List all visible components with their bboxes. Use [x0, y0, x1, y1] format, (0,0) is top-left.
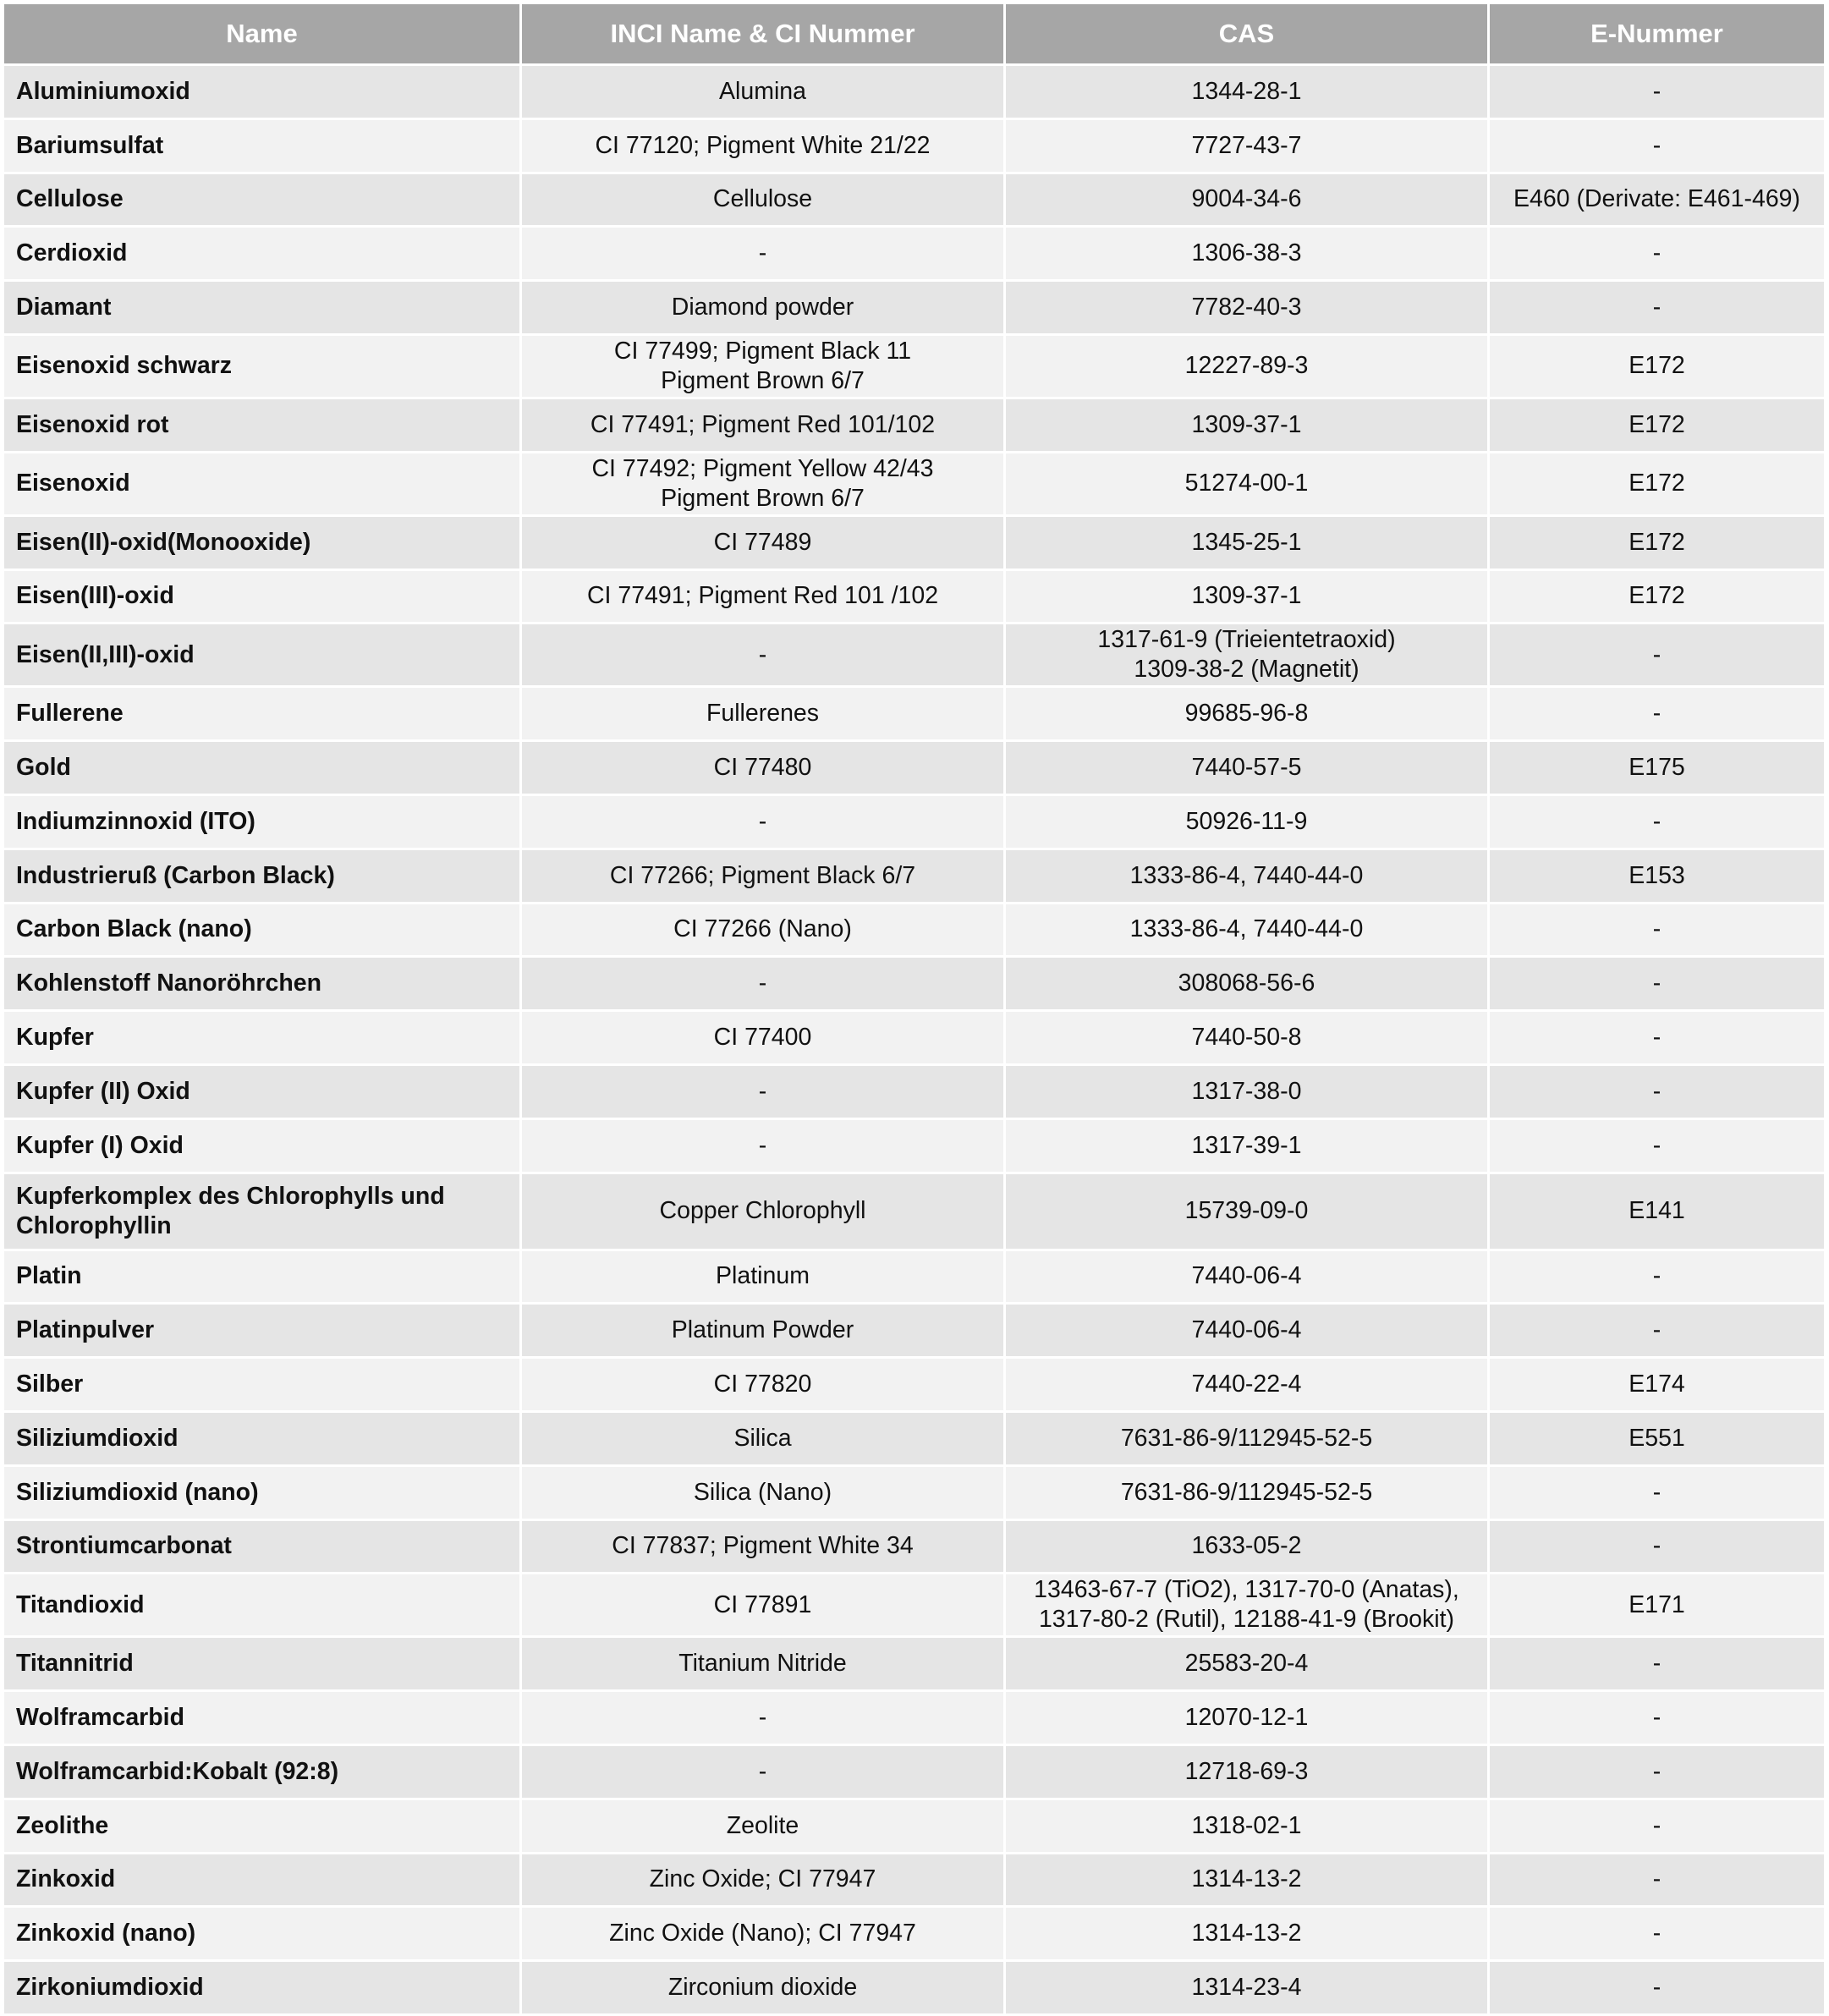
cell-cas: 1633-05-2 [1005, 1519, 1489, 1574]
cell-inci: Diamond powder [521, 281, 1005, 335]
table-row [3, 173, 1826, 227]
cell-cas: 7631-86-9/112945-52-5 [1005, 1465, 1489, 1519]
cell-name: Kohlenstoff Nanoröhrchen [3, 957, 521, 1011]
table-row [3, 281, 1826, 335]
cell-cas: 7727-43-7 [1005, 118, 1489, 173]
cell-e-number: - [1489, 1637, 1826, 1691]
cell-cas: 1317-61-9 (Trieientetraoxid) 1309-38-2 (Magnetit) [1005, 623, 1489, 687]
cell-name: Eisenoxid [3, 452, 521, 515]
cell-name: Titandioxid [3, 1574, 521, 1637]
cell-name: Platin [3, 1250, 521, 1304]
cell-inci: Silica [521, 1411, 1005, 1465]
cell-inci: CI 77499; Pigment Black 11 Pigment Brown 6/7 [521, 334, 1005, 398]
column-header-name: Name [3, 3, 521, 65]
cell-name: Bariumsulfat [3, 118, 521, 173]
table-row [3, 794, 1826, 849]
cell-inci: Fullerenes [521, 687, 1005, 741]
table-row [3, 1637, 1826, 1691]
cell-cas: 1344-28-1 [1005, 65, 1489, 119]
cell-cas: 13463-67-7 (TiO2), 1317-70-0 (Anatas), 1317-80-2 (Rutil), 12188-41-9 (Brookit) [1005, 1574, 1489, 1637]
cell-name: Fullerene [3, 687, 521, 741]
cell-cas: 1317-38-0 [1005, 1064, 1489, 1118]
table-row [3, 1691, 1826, 1745]
table-row [3, 334, 1826, 398]
cell-inci: CI 77480 [521, 741, 1005, 795]
cell-name: Kupfer [3, 1011, 521, 1065]
cell-name: Eisenoxid schwarz [3, 334, 521, 398]
cell-inci: - [521, 1118, 1005, 1173]
cell-inci: Titanium Nitride [521, 1637, 1005, 1691]
table-row [3, 1907, 1826, 1961]
cell-cas: 1314-13-2 [1005, 1907, 1489, 1961]
cell-name: Carbon Black (nano) [3, 903, 521, 957]
cell-inci: - [521, 1744, 1005, 1799]
cell-e-number: - [1489, 1250, 1826, 1304]
table-row [3, 1961, 1826, 2015]
table-row [3, 227, 1826, 281]
cell-name: Kupfer (I) Oxid [3, 1118, 521, 1173]
cell-name: Kupfer (II) Oxid [3, 1064, 521, 1118]
cell-inci: CI 77266 (Nano) [521, 903, 1005, 957]
cell-cas: 1306-38-3 [1005, 227, 1489, 281]
cell-e-number: E153 [1489, 849, 1826, 903]
cell-name: Eisen(II,III)-oxid [3, 623, 521, 687]
table-row [3, 1304, 1826, 1358]
cell-inci: Silica (Nano) [521, 1465, 1005, 1519]
cell-name: Eisen(II)-oxid(Monooxide) [3, 515, 521, 569]
table-row [3, 1853, 1826, 1907]
cell-inci: Copper Chlorophyll [521, 1173, 1005, 1250]
cell-cas: 1317-39-1 [1005, 1118, 1489, 1173]
cell-e-number: - [1489, 281, 1826, 335]
cell-cas: 7440-57-5 [1005, 741, 1489, 795]
cell-inci: Zinc Oxide (Nano); CI 77947 [521, 1907, 1005, 1961]
cell-cas: 1314-23-4 [1005, 1961, 1489, 2015]
cell-inci: - [521, 227, 1005, 281]
cell-cas: 15739-09-0 [1005, 1173, 1489, 1250]
cell-name: Strontiumcarbonat [3, 1519, 521, 1574]
cell-inci: Zirconium dioxide [521, 1961, 1005, 2015]
table-row [3, 1574, 1826, 1637]
cell-inci: Alumina [521, 65, 1005, 119]
cell-cas: 51274-00-1 [1005, 452, 1489, 515]
cell-inci: CI 77837; Pigment White 34 [521, 1519, 1005, 1574]
cell-name: Cerdioxid [3, 227, 521, 281]
cell-cas: 25583-20-4 [1005, 1637, 1489, 1691]
cell-cas: 1314-13-2 [1005, 1853, 1489, 1907]
cell-e-number: - [1489, 118, 1826, 173]
cell-e-number: E175 [1489, 741, 1826, 795]
table-body [3, 65, 1826, 2015]
cell-name: Siliziumdioxid (nano) [3, 1465, 521, 1519]
cell-cas: 1345-25-1 [1005, 515, 1489, 569]
cell-e-number: - [1489, 1064, 1826, 1118]
cell-name: Zirkoniumdioxid [3, 1961, 521, 2015]
cell-cas: 7440-06-4 [1005, 1250, 1489, 1304]
table-row [3, 1064, 1826, 1118]
cell-e-number: - [1489, 1304, 1826, 1358]
cell-cas: 1333-86-4, 7440-44-0 [1005, 903, 1489, 957]
cell-inci: CI 77491; Pigment Red 101 /102 [521, 569, 1005, 623]
table-row [3, 65, 1826, 119]
column-header-cas: CAS [1005, 3, 1489, 65]
cell-inci: CI 77491; Pigment Red 101/102 [521, 398, 1005, 452]
cell-name: Silber [3, 1358, 521, 1412]
column-header-inci: INCI Name & CI Nummer [521, 3, 1005, 65]
cell-name: Industrieruß (Carbon Black) [3, 849, 521, 903]
cell-e-number: - [1489, 227, 1826, 281]
cell-cas: 1309-37-1 [1005, 569, 1489, 623]
table-row [3, 687, 1826, 741]
cell-inci: Zinc Oxide; CI 77947 [521, 1853, 1005, 1907]
cell-e-number: - [1489, 623, 1826, 687]
cell-cas: 1309-37-1 [1005, 398, 1489, 452]
cell-cas: 308068-56-6 [1005, 957, 1489, 1011]
table-row [3, 1118, 1826, 1173]
cell-name: Zinkoxid (nano) [3, 1907, 521, 1961]
cell-name: Gold [3, 741, 521, 795]
table-row [3, 849, 1826, 903]
cell-inci: Zeolite [521, 1799, 1005, 1853]
cell-e-number: - [1489, 1118, 1826, 1173]
cell-e-number: - [1489, 687, 1826, 741]
cell-e-number: E172 [1489, 398, 1826, 452]
cell-e-number: E460 (Derivate: E461-469) [1489, 173, 1826, 227]
cell-cas: 7440-22-4 [1005, 1358, 1489, 1412]
cell-e-number: - [1489, 1691, 1826, 1745]
table-row [3, 1799, 1826, 1853]
substance-table [2, 2, 1826, 2016]
cell-inci: - [521, 623, 1005, 687]
cell-e-number: E551 [1489, 1411, 1826, 1465]
cell-name: Indiumzinnoxid (ITO) [3, 794, 521, 849]
table-row [3, 741, 1826, 795]
cell-cas: 9004-34-6 [1005, 173, 1489, 227]
cell-name: Siliziumdioxid [3, 1411, 521, 1465]
table-header [3, 3, 1826, 65]
table-row [3, 1358, 1826, 1412]
cell-e-number: - [1489, 1907, 1826, 1961]
cell-name: Cellulose [3, 173, 521, 227]
cell-name: Platinpulver [3, 1304, 521, 1358]
cell-e-number: E171 [1489, 1574, 1826, 1637]
cell-cas: 7440-50-8 [1005, 1011, 1489, 1065]
cell-e-number: E172 [1489, 452, 1826, 515]
cell-inci: CI 77489 [521, 515, 1005, 569]
cell-e-number: E141 [1489, 1173, 1826, 1250]
cell-inci: - [521, 794, 1005, 849]
table-row [3, 903, 1826, 957]
cell-name: Eisenoxid rot [3, 398, 521, 452]
cell-name: Eisen(III)-oxid [3, 569, 521, 623]
table-row [3, 452, 1826, 515]
cell-e-number: - [1489, 1799, 1826, 1853]
cell-inci: CI 77400 [521, 1011, 1005, 1065]
cell-name: Zeolithe [3, 1799, 521, 1853]
table-row [3, 398, 1826, 452]
cell-e-number: E174 [1489, 1358, 1826, 1412]
cell-e-number: - [1489, 1744, 1826, 1799]
cell-name: Diamant [3, 281, 521, 335]
table-row [3, 1744, 1826, 1799]
cell-e-number: - [1489, 1011, 1826, 1065]
cell-cas: 99685-96-8 [1005, 687, 1489, 741]
cell-cas: 7440-06-4 [1005, 1304, 1489, 1358]
cell-cas: 12227-89-3 [1005, 334, 1489, 398]
cell-inci: CI 77266; Pigment Black 6/7 [521, 849, 1005, 903]
cell-inci: Platinum [521, 1250, 1005, 1304]
cell-cas: 7631-86-9/112945-52-5 [1005, 1411, 1489, 1465]
cell-cas: 12718-69-3 [1005, 1744, 1489, 1799]
table-row [3, 515, 1826, 569]
table-row [3, 1173, 1826, 1250]
cell-inci: CI 77492; Pigment Yellow 42/43 Pigment Brown 6/7 [521, 452, 1005, 515]
cell-cas: 12070-12-1 [1005, 1691, 1489, 1745]
table-row [3, 1465, 1826, 1519]
cell-cas: 7782-40-3 [1005, 281, 1489, 335]
cell-name: Titannitrid [3, 1637, 521, 1691]
cell-inci: Cellulose [521, 173, 1005, 227]
table-row [3, 1519, 1826, 1574]
table-row [3, 118, 1826, 173]
cell-name: Zinkoxid [3, 1853, 521, 1907]
cell-e-number: - [1489, 1519, 1826, 1574]
table-row [3, 1011, 1826, 1065]
cell-inci: - [521, 957, 1005, 1011]
cell-name: Wolframcarbid [3, 1691, 521, 1745]
cell-inci: CI 77820 [521, 1358, 1005, 1412]
table-row [3, 1411, 1826, 1465]
table-row [3, 623, 1826, 687]
header-row [3, 3, 1826, 65]
cell-name: Aluminiumoxid [3, 65, 521, 119]
cell-inci: - [521, 1691, 1005, 1745]
column-header-e-number: E-Nummer [1489, 3, 1826, 65]
cell-e-number: E172 [1489, 569, 1826, 623]
table-row [3, 1250, 1826, 1304]
cell-e-number: E172 [1489, 334, 1826, 398]
cell-cas: 50926-11-9 [1005, 794, 1489, 849]
cell-e-number: - [1489, 1465, 1826, 1519]
cell-inci: Platinum Powder [521, 1304, 1005, 1358]
cell-e-number: - [1489, 1961, 1826, 2015]
cell-e-number: E172 [1489, 515, 1826, 569]
cell-e-number: - [1489, 65, 1826, 119]
cell-e-number: - [1489, 1853, 1826, 1907]
cell-name: Wolframcarbid:Kobalt (92:8) [3, 1744, 521, 1799]
cell-e-number: - [1489, 957, 1826, 1011]
cell-e-number: - [1489, 794, 1826, 849]
cell-inci: CI 77891 [521, 1574, 1005, 1637]
cell-name: Kupferkomplex des Chlorophylls und Chlorophyllin [3, 1173, 521, 1250]
cell-inci: - [521, 1064, 1005, 1118]
cell-cas: 1333-86-4, 7440-44-0 [1005, 849, 1489, 903]
cell-inci: CI 77120; Pigment White 21/22 [521, 118, 1005, 173]
cell-e-number: - [1489, 903, 1826, 957]
table-row [3, 957, 1826, 1011]
cell-cas: 1318-02-1 [1005, 1799, 1489, 1853]
table-row [3, 569, 1826, 623]
